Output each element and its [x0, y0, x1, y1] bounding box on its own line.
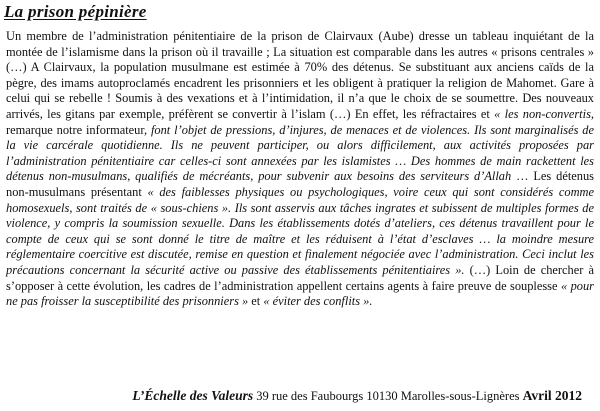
- quote-faiblesses: « des faiblesses physiques ou psychologiques, voire ceux qui sont considérés comme homosexuels, sont traités de « sous-chiens ». Ils sont asservis aux tâches ingrates et subissent de multiples formes de violence, y compris la soumission sexuelle. Dans les établissements dotés d’ateliers, ces détenus travaillent pour le compte de ceux qui se sont donné le titre de maître et les réduisent à l’état d’esclaves … la moindre mesure réglementaire coercitive est discutée, remise en question et finalement négociée avec l’administration. Ceci inclut les précautions concernant la sécurité active ou passive des établissements pénitentiaires ».: [6, 184, 594, 277]
- quote-conflits: « éviter des conflits ».: [263, 294, 373, 309]
- quote-pressions: font l’objet de pressions, d’injures, de menaces et de violences. Ils sont marginalisés de la vie carcérale quotidienne. Ils ne peuvent participer, ou alors difficilement, aux activités proposées par l’administration pénitentiaire car celles-ci sont annexées par les islamistes … Des hommes de main rackettent les détenus non-musulmans, qualifiés de mécréants, pour subvenir aux besoins des serviteurs d’Allah: [6, 122, 595, 184]
- quote-non-convertis: « les non-convertis,: [494, 106, 594, 121]
- article-source: [132, 388, 582, 404]
- body-text: et: [248, 294, 264, 309]
- body-text: remarque notre informateur,: [6, 122, 151, 137]
- body-text: Un membre de l’administration pénitentiaire de la prison de Clairvaux (Aube) dresse un tableau inquiétant de la montée de l’islamisme dans la prison où il travaille ; La situation est comparable dans les autres « prisons centrales » (…) A Clairvaux, la population musulmane est estimée à 70% des détenus. Se substituant aux anciens caïds de la pègre, des imams autoproclamés encadrent les prisonniers et les obligent à pratiquer la religion de Mahomet. Gare à celui qui se rebelle ! Soumis à des vexations et à l’intimidation, il n’a que le choix de se soumettre. Des nouveaux arrivés, les gitans par exemple, préfèrent se convertir à l’islam (…) En effet, les réfractaires et: [6, 29, 594, 121]
- publication-address: 39 rue des Faubourgs 10130 Marolles-sous-Lignères: [256, 389, 520, 403]
- article-title: La prison pépinière: [4, 2, 147, 21]
- body-text: (…) Loin de chercher à s’opposer à cette évolution, les cadres de l’administration appellent certains agents à faire preuve de souplesse: [6, 262, 594, 293]
- publication-name: L’Échelle des Valeurs: [132, 388, 254, 403]
- article-body: [6, 29, 594, 310]
- quote-susceptibilite: « pour ne pas froisser la susceptibilité des prisonniers »: [6, 278, 594, 309]
- publication-date: Avril 2012: [522, 388, 582, 403]
- body-text: … Les détenus non-musulmans présentant: [6, 169, 594, 199]
